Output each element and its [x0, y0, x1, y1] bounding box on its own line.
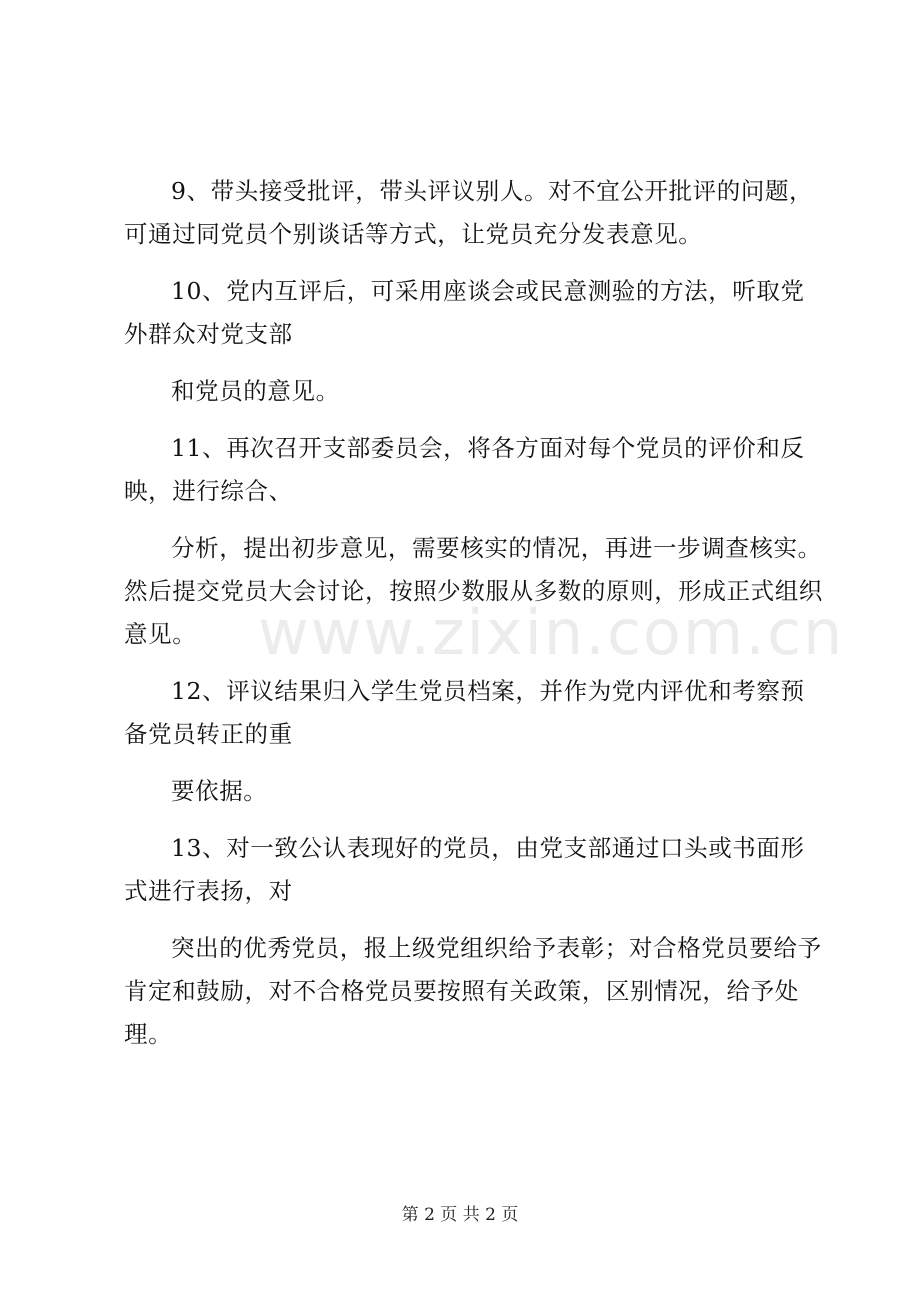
watermark: www.zixin.com.cn — [258, 596, 845, 669]
paragraph-11-continued: 分析，提出初步意见，需要核实的情况，再进一步调查核实。然后提交党员大会讨论，按照少数服从多数的原则，形成正式组织意见。 — [124, 534, 823, 648]
page-footer: 第 2 页 共 2 页 — [401, 1205, 519, 1225]
paragraph-12-continued: 要依据。 — [171, 777, 268, 805]
paragraph-11: 11、再次召开支部委员会，将各方面对每个党员的评价和反映，进行综合、 — [124, 434, 805, 505]
paragraph-9: 9、带头接受批评，带头评议别人。对不宜公开批评的问题，可通过同党员个别谈话等方式，让党员充分发表意见。 — [124, 177, 814, 248]
document-body — [124, 170, 824, 1070]
paragraph-13: 13、对一致公认表现好的党员，由党支部通过口头或书面形式进行表扬，对 — [124, 834, 805, 905]
paragraph-10: 10、党内互评后，可采用座谈会或民意测验的方法，听取党外群众对党支部 — [124, 277, 805, 348]
paragraph-12: 12、评议结果归入学生党员档案，并作为党内评优和考察预备党员转正的重 — [124, 677, 805, 748]
paragraph-10-continued: 和党员的意见。 — [171, 377, 340, 405]
paragraph-13-continued: 突出的优秀党员，报上级党组织给予表彰；对合格党员要给予肯定和鼓励，对不合格党员要按照有关政策，区别情况，给予处理。 — [124, 934, 822, 1048]
